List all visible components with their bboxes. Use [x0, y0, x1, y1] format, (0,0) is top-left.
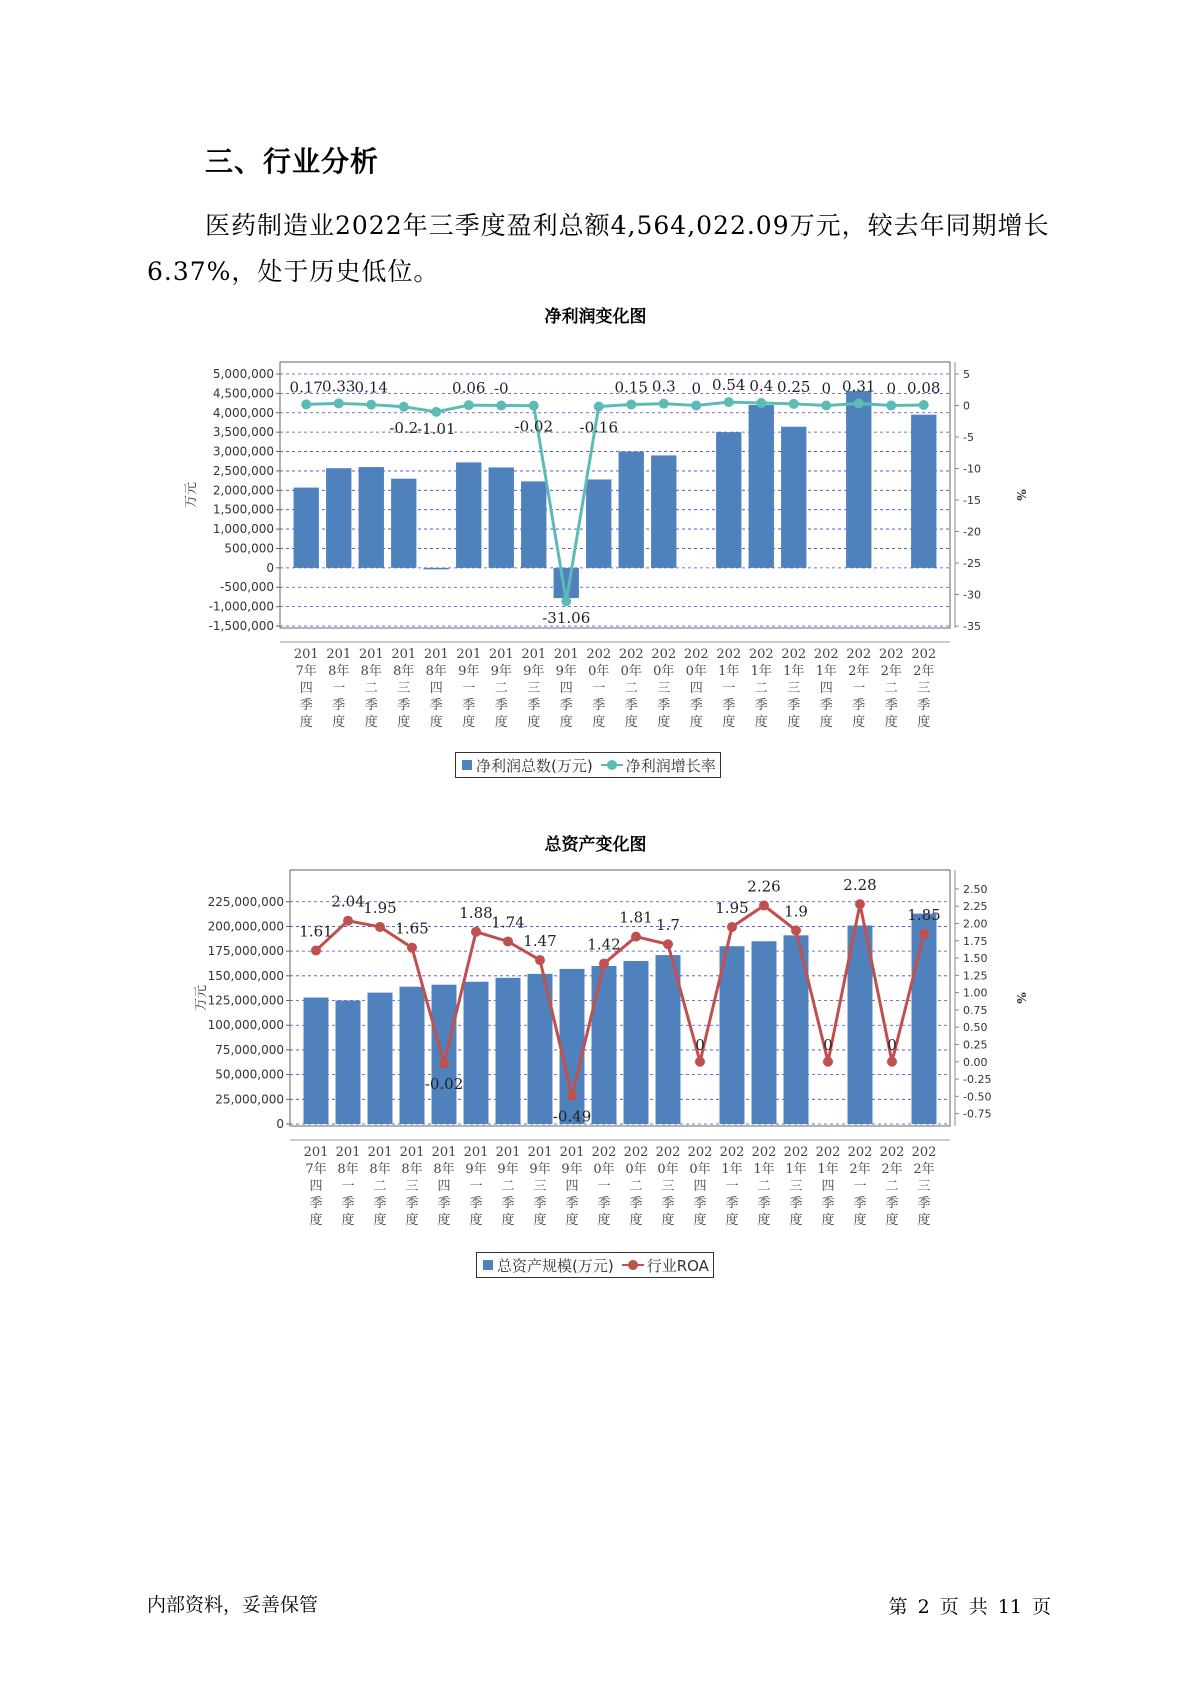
- y2-tick-label: 2.50: [963, 882, 988, 896]
- x-tick-label: 202 0年一季度: [586, 647, 612, 730]
- bar: [560, 969, 585, 1124]
- bar: [326, 468, 351, 568]
- x-tick-label: 202 1年一季度: [719, 1145, 745, 1228]
- y2-tick-label: -35: [963, 620, 981, 633]
- point-label: 0: [886, 379, 897, 398]
- x-tick-label: 201 8年三季度: [391, 647, 417, 730]
- line-point: [503, 936, 513, 946]
- y-tick-label: 3,500,000: [212, 425, 274, 440]
- x-tick-label: 201 8年四季度: [431, 1145, 457, 1228]
- y-tick-label: 1,500,000: [212, 502, 274, 517]
- net-profit-chart: [0, 330, 1191, 790]
- point-label: 1.47: [523, 932, 557, 951]
- x-tick-label: 201 8年一季度: [335, 1145, 361, 1228]
- x-tick-label: 202 1年三季度: [781, 647, 807, 730]
- point-label: 1.65: [395, 919, 429, 938]
- bar: [336, 1001, 361, 1124]
- x-tick-label: 202 2年三季度: [911, 647, 937, 730]
- bar: [619, 452, 644, 568]
- line-point: [343, 916, 353, 926]
- y2-tick-label: -30: [963, 588, 981, 602]
- point-label: 1.81: [619, 908, 653, 927]
- point-label: 0: [887, 1035, 897, 1054]
- x-tick-label: 201 9年四季度: [559, 1145, 585, 1228]
- bar: [592, 966, 617, 1124]
- bar-legend-swatch: [483, 1260, 493, 1270]
- line-point: [626, 400, 636, 410]
- line-point: [529, 401, 539, 411]
- y2-tick-label: 0.25: [963, 1038, 988, 1052]
- x-tick-label: 202 0年四季度: [683, 647, 709, 730]
- line-point: [759, 901, 769, 911]
- point-label: 0.31: [842, 377, 876, 396]
- point-label: 0: [821, 379, 832, 398]
- y2-tick-label: 5: [963, 368, 970, 381]
- bar: [456, 462, 481, 567]
- point-label: -1.01: [417, 419, 456, 438]
- chart2-legend-line: 行业ROA: [646, 1256, 709, 1275]
- y-tick-label: 200,000,000: [207, 919, 284, 934]
- line-point: [301, 399, 311, 409]
- point-label: -0: [493, 379, 509, 398]
- line-point: [887, 1057, 897, 1067]
- y-tick-label: 150,000,000: [207, 968, 284, 983]
- bar: [521, 481, 546, 567]
- bar: [424, 568, 449, 570]
- point-label: 1.95: [715, 898, 749, 917]
- bar: [400, 987, 425, 1124]
- bar: [586, 479, 611, 567]
- point-label: 0.17: [289, 378, 323, 397]
- line-point: [561, 596, 571, 606]
- chart2-legend-bar: 总资产规模(万元): [497, 1256, 614, 1275]
- y2-tick-label: -15: [963, 494, 981, 507]
- x-tick-label: 201 8年二季度: [358, 647, 384, 730]
- y-tick-label: -1,000,000: [208, 599, 274, 614]
- y-tick-label: 3,000,000: [212, 444, 274, 459]
- point-label: 0.33: [322, 377, 356, 396]
- bar: [294, 488, 319, 568]
- point-label: 2.26: [747, 877, 781, 896]
- bar: [846, 391, 871, 568]
- y2-tick-label: 1.00: [963, 986, 988, 1000]
- y-tick-label: 25,000,000: [215, 1092, 284, 1107]
- y2-tick-label: -5: [963, 431, 974, 444]
- line-point: [823, 1057, 833, 1067]
- line-point: [567, 1091, 577, 1101]
- chart1-legend-line: 净利润增长率: [625, 756, 716, 775]
- x-tick-label: 201 9年一季度: [463, 1145, 489, 1228]
- line-point: [334, 398, 344, 408]
- x-tick-label: 202 1年四季度: [813, 647, 839, 730]
- y-tick-label: 175,000,000: [207, 944, 284, 959]
- x-tick-label: 202 1年三季度: [783, 1145, 809, 1228]
- x-tick-label: 201 8年四季度: [423, 647, 449, 730]
- bar: [848, 925, 873, 1124]
- point-label: 2.04: [331, 892, 365, 911]
- line-point: [886, 401, 896, 411]
- y-tick-label: 4,000,000: [212, 405, 274, 420]
- line-point: [599, 959, 609, 969]
- line-point: [375, 922, 385, 932]
- x-tick-label: 201 9年四季度: [553, 647, 579, 730]
- bar: [624, 961, 649, 1124]
- y2-tick-label: 0: [963, 399, 970, 413]
- point-label: 0.15: [614, 378, 648, 397]
- summary-paragraph: 医药制造业2022年三季度盈利总额4,564,022.09万元，较去年同期增长6.37%，处于历史低位。: [147, 211, 1050, 286]
- y-axis-title: 万元: [194, 984, 209, 1012]
- bar: [368, 993, 393, 1124]
- point-label: -0.16: [579, 418, 618, 437]
- line-point: [663, 939, 673, 949]
- line-point: [659, 399, 669, 409]
- point-label: -0.49: [552, 1107, 592, 1126]
- point-label: -31.06: [542, 609, 591, 628]
- point-label: 0.06: [452, 379, 486, 398]
- line-point: [789, 399, 799, 409]
- x-tick-label: 202 1年二季度: [751, 1145, 777, 1228]
- x-tick-label: 202 0年四季度: [687, 1145, 713, 1228]
- point-label: -0.02: [424, 1075, 464, 1094]
- line-point: [464, 400, 474, 410]
- line-point: [854, 399, 864, 409]
- x-tick-label: 201 8年三季度: [399, 1145, 425, 1228]
- y2-tick-label: 1.50: [963, 952, 988, 966]
- y2-tick-label: 0.50: [963, 1021, 988, 1035]
- line-point: [366, 400, 376, 410]
- point-label: 0.54: [712, 376, 746, 395]
- point-label: 2.28: [843, 876, 877, 895]
- y2-tick-label: 2.25: [963, 900, 988, 914]
- footer-confidential: 内部资料，妥善保管: [147, 1594, 319, 1616]
- x-tick-label: 202 1年一季度: [716, 647, 742, 730]
- y-tick-label: 2,000,000: [212, 483, 274, 498]
- line-point: [727, 922, 737, 932]
- y2-tick-label: -0.50: [963, 1090, 992, 1104]
- point-label: -0.02: [514, 417, 553, 436]
- x-tick-label: 202 2年三季度: [911, 1145, 937, 1228]
- x-tick-label: 202 0年三季度: [655, 1145, 681, 1228]
- line-point: [919, 400, 929, 410]
- line-point: [691, 401, 701, 411]
- line-point: [471, 927, 481, 937]
- x-tick-label: 202 2年一季度: [847, 1145, 873, 1228]
- bar: [464, 982, 489, 1124]
- bar: [752, 941, 777, 1124]
- x-tick-label: 201 9年三季度: [521, 647, 547, 730]
- point-label: -0.2: [389, 418, 419, 437]
- y2-tick-label: -25: [963, 557, 981, 570]
- footer-page-number: 第 2 页 共 11 页: [888, 1596, 1051, 1618]
- line-point: [855, 899, 865, 909]
- line-point: [791, 925, 801, 935]
- y-tick-label: 5,000,000: [212, 367, 274, 381]
- x-tick-label: 202 1年二季度: [748, 647, 774, 730]
- x-tick-label: 201 9年三季度: [527, 1145, 553, 1228]
- point-label: 1.95: [363, 898, 397, 917]
- point-label: 0.4: [749, 376, 774, 395]
- bar: [912, 914, 937, 1124]
- y2-axis-title: %: [1014, 489, 1028, 501]
- bar: [720, 946, 745, 1124]
- point-label: 0: [695, 1035, 705, 1054]
- y-tick-label: 100,000,000: [207, 1018, 284, 1033]
- x-tick-label: 201 8年二季度: [367, 1145, 393, 1228]
- chart2-title: 总资产变化图: [544, 835, 647, 855]
- line-point: [439, 1058, 449, 1068]
- bar: [496, 978, 521, 1124]
- chart1-legend: [455, 752, 721, 778]
- y-tick-label: -500,000: [220, 580, 274, 595]
- x-tick-label: 202 0年一季度: [591, 1145, 617, 1228]
- line-point: [535, 955, 545, 965]
- y2-tick-label: 2.00: [963, 917, 988, 931]
- total-assets-chart: [0, 858, 1191, 1318]
- line-point: [631, 932, 641, 942]
- x-tick-label: 202 0年二季度: [623, 1145, 649, 1228]
- point-label: 1.9: [784, 902, 808, 921]
- chart2-legend: [476, 1252, 714, 1278]
- line-point: [756, 398, 766, 408]
- x-tick-label: 202 1年四季度: [815, 1145, 841, 1228]
- y-tick-label: 500,000: [224, 541, 274, 556]
- y2-tick-label: 1.75: [963, 934, 988, 948]
- line-point: [399, 402, 409, 412]
- y-tick-label: 4,500,000: [212, 386, 274, 401]
- y-tick-label: 1,000,000: [212, 522, 274, 537]
- bar: [749, 405, 774, 568]
- x-tick-label: 202 2年二季度: [879, 1145, 905, 1228]
- point-label: 1.61: [299, 922, 333, 941]
- line-point: [821, 401, 831, 411]
- y2-tick-label: 0.75: [963, 1003, 988, 1017]
- point-label: 0: [691, 379, 702, 398]
- point-label: 0.14: [354, 378, 388, 397]
- bar: [432, 985, 457, 1124]
- line-point: [594, 402, 604, 412]
- point-label: 1.74: [491, 913, 525, 932]
- line-legend-swatch: [622, 1259, 644, 1271]
- x-tick-label: 202 0年二季度: [618, 647, 644, 730]
- x-tick-label: 201 9年二季度: [495, 1145, 521, 1228]
- chart1-title: 净利润变化图: [544, 307, 647, 327]
- bar: [716, 432, 741, 568]
- point-label: 1.85: [907, 905, 941, 924]
- y-axis-title: 万元: [184, 481, 199, 509]
- y-tick-label: 75,000,000: [215, 1042, 284, 1057]
- x-tick-label: 202 0年三季度: [651, 647, 677, 730]
- x-tick-label: 201 8年一季度: [326, 647, 352, 730]
- bar: [391, 479, 416, 568]
- y2-tick-label: 1.25: [963, 969, 988, 983]
- point-label: 1.7: [656, 916, 680, 935]
- point-label: 1.88: [459, 903, 493, 922]
- line-point: [724, 397, 734, 407]
- bar: [781, 427, 806, 568]
- bar: [911, 415, 936, 568]
- y2-tick-label: 0.00: [963, 1055, 988, 1069]
- x-tick-label: 202 2年一季度: [846, 647, 872, 730]
- point-label: 0.25: [777, 377, 811, 396]
- point-label: 0: [823, 1035, 833, 1054]
- bar-legend-swatch: [462, 760, 472, 770]
- point-label: 1.42: [587, 935, 621, 954]
- y2-axis-title: %: [1014, 992, 1028, 1004]
- line-point: [496, 401, 506, 411]
- x-tick-label: 201 7年四季度: [303, 1145, 329, 1228]
- point-label: 0.08: [907, 378, 941, 397]
- y-tick-label: 50,000,000: [215, 1067, 284, 1082]
- x-tick-label: 201 9年一季度: [456, 647, 482, 730]
- section-heading: 三、行业分析: [205, 145, 380, 178]
- y-tick-label: -1,500,000: [208, 619, 274, 633]
- line-point: [311, 945, 321, 955]
- line-point: [919, 929, 929, 939]
- line-point: [407, 943, 417, 953]
- point-label: 0.3: [651, 377, 676, 396]
- x-tick-label: 202 2年二季度: [878, 647, 904, 730]
- chart1-legend-bar: 净利润总数(万元): [476, 756, 593, 775]
- line-point: [695, 1057, 705, 1067]
- bar: [651, 455, 676, 567]
- y2-tick-label: -0.75: [963, 1107, 992, 1121]
- y2-tick-label: -10: [963, 462, 981, 476]
- line-legend-swatch: [601, 759, 623, 771]
- bar: [489, 467, 514, 567]
- y-tick-label: 0: [266, 560, 274, 575]
- y-tick-label: 125,000,000: [207, 993, 284, 1008]
- bar: [304, 998, 329, 1124]
- y-tick-label: 0: [276, 1117, 284, 1131]
- line-point: [431, 407, 441, 417]
- x-tick-label: 201 9年二季度: [488, 647, 514, 730]
- x-tick-label: 201 7年四季度: [293, 647, 319, 730]
- y2-tick-label: -0.25: [963, 1073, 992, 1087]
- y2-tick-label: -20: [963, 525, 981, 539]
- y-tick-label: 2,500,000: [212, 463, 274, 478]
- bar: [359, 467, 384, 568]
- y-tick-label: 225,000,000: [207, 894, 284, 909]
